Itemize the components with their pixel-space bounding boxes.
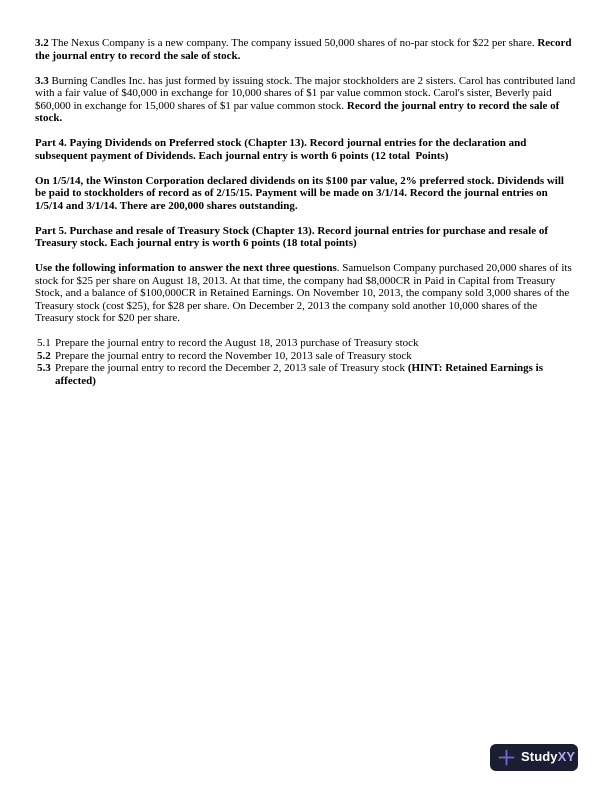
document-content	[35, 37, 577, 387]
list-item-hint: (HINT: Retained Earnings is affected)	[55, 362, 546, 387]
part-5-heading	[35, 225, 577, 250]
studyxy-logo	[490, 744, 578, 771]
question-number: 3.2	[35, 37, 49, 49]
list-item-text: Prepare the journal entry to record the August 18, 2013 purchase of Treasury stock	[55, 337, 419, 349]
list-item-text: Prepare the journal entry to record the November 10, 2013 sale of Treasury stock	[55, 349, 412, 362]
question-instruction: Record the journal entry to record the sale of stock.	[35, 99, 563, 124]
list-item-5-1	[37, 337, 577, 350]
question-3-2	[35, 37, 577, 62]
question-3-3	[35, 75, 577, 125]
question-instruction: Record the journal entry to record the sale of stock.	[35, 37, 575, 62]
logo-xy-text: XY	[557, 749, 576, 765]
list-item-number: 5.1	[37, 337, 51, 349]
part-5-heading-text: Part 5. Purchase and resale of Treasury Stock (Chapter 13). Record journal entries for purchase and resale of Treasury stock. Each journal entry is worth 6 points (18 total points)	[35, 224, 551, 249]
list-item-text-normal: Prepare the journal entry to record the December 2, 2013 sale of Treasury stock	[55, 362, 408, 374]
part-4-problem	[35, 175, 577, 213]
plus-icon	[498, 749, 515, 766]
logo-wordmark	[521, 751, 575, 764]
question-number: 3.3	[35, 74, 49, 87]
list-item-5-3	[37, 362, 577, 387]
part-5-info	[35, 262, 577, 325]
list-item-number: 5.3	[37, 362, 51, 374]
part-5-info-text: . Samuelson Company purchased 20,000 shares of its stock for $25 per share on August 18, 2013. At that time, the company had $8,000CR in Paid in Capital from Treasury Stock, and a balance of $100,000CR in Retained Earnings. On November 10, 2013, the company sold 3,000 shares of the Treasury stock (cost $25), for $28 per share. On December 2, 2013 the company sold another 10,000 shares of the Treasury stock for $20 per share.	[35, 262, 575, 324]
part-5-info-lead: Use the following information to answer the next three questions	[35, 262, 337, 274]
logo-study-text: Study	[521, 749, 558, 765]
list-item-5-2	[37, 350, 577, 363]
list-item-text	[55, 362, 577, 387]
part-4-heading-text: Part 4. Paying Dividends on Preferred stock (Chapter 13). Record journal entries for the declaration and subsequent payment of Dividends. Each journal entry is worth 6 points (12 total Points)	[35, 137, 530, 162]
part-4-problem-text: On 1/5/14, the Winston Corporation declared dividends on its $100 par value, 2% preferred stock. Dividends will be paid to stockholders of record as of 2/15/15. Payment will be made on 3/1/14. Record the journal entries on 1/5/14 and 3/1/14. There are 200,000 shares outstanding.	[35, 174, 567, 212]
question-text: The Nexus Company is a new company. The company issued 50,000 shares of no-par stock for $22 per share.	[48, 37, 538, 49]
question-list	[37, 337, 577, 387]
list-item-number: 5.2	[37, 349, 51, 362]
part-4-heading	[35, 137, 577, 162]
question-text: Burning Candles Inc. has just formed by issuing stock. The major stockholders are 2 sisters. Carol has contributed land with a fair value of $40,000 in exchange for 10,000 shares of $1 par value common stock. Carol's sister, Beverly paid $60,000 in exchange for 15,000 shares of $1 par value common stock.	[35, 74, 578, 112]
